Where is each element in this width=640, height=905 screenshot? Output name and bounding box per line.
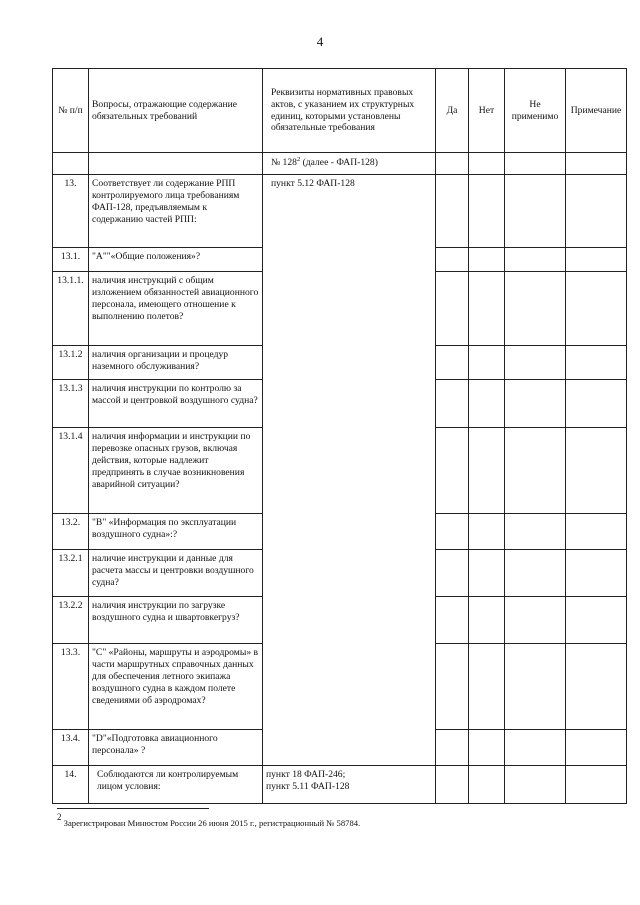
note-cell[interactable] <box>566 346 627 380</box>
section-row <box>53 153 627 175</box>
row-number: 14. <box>53 766 89 804</box>
na-cell[interactable] <box>505 428 566 514</box>
row-question: наличия инструкции по контролю за массой и центровкой воздушного судна? <box>89 380 263 428</box>
no-cell[interactable] <box>469 730 505 766</box>
yes-cell[interactable] <box>436 644 469 730</box>
no-cell[interactable] <box>469 428 505 514</box>
header-note: Примечание <box>566 69 627 153</box>
no-cell[interactable] <box>469 597 505 644</box>
yes-cell[interactable] <box>436 730 469 766</box>
row-question: наличия инструкции по загрузке воздушного судна и швартовкегруз? <box>89 597 263 644</box>
note-cell[interactable] <box>566 175 627 248</box>
na-cell[interactable] <box>505 644 566 730</box>
header-question: Вопросы, отражающие содержание обязательных требований <box>89 69 263 153</box>
no-cell[interactable] <box>469 272 505 346</box>
row-question: наличия инструкций с общим изложением обязанностей авиационного персонала, имеющего отношение к выполнению полетов? <box>89 272 263 346</box>
na-cell[interactable] <box>505 248 566 272</box>
na-cell[interactable] <box>505 597 566 644</box>
note-cell[interactable] <box>566 272 627 346</box>
no-cell[interactable] <box>469 380 505 428</box>
header-row <box>53 69 627 153</box>
footnote: $^2$ Зарегистрирован Минюстом России 26 июня 2015 г., регистрационный № 58784. <box>57 812 361 828</box>
yes-cell[interactable] <box>436 428 469 514</box>
note-cell[interactable] <box>566 730 627 766</box>
note-cell[interactable] <box>566 644 627 730</box>
na-cell[interactable] <box>505 380 566 428</box>
na-cell[interactable] <box>505 514 566 550</box>
yes-cell[interactable] <box>436 766 469 804</box>
no-cell[interactable] <box>469 248 505 272</box>
note-cell[interactable] <box>566 514 627 550</box>
yes-cell[interactable] <box>436 380 469 428</box>
row-number: 13.2.1 <box>53 550 89 597</box>
row-requisites: пункт 18 ФАП-246; пункт 5.11 ФАП-128 <box>263 766 436 804</box>
yes-cell[interactable] <box>436 550 469 597</box>
yes-cell[interactable] <box>436 514 469 550</box>
row-question: "D"«Подготовка авиационного персонала» ? <box>89 730 263 766</box>
requirements-table <box>52 68 627 804</box>
no-cell[interactable] <box>469 175 505 248</box>
header-yes: Да <box>436 69 469 153</box>
no-cell[interactable] <box>469 346 505 380</box>
row-number: 13. <box>53 175 89 248</box>
no-cell[interactable] <box>469 550 505 597</box>
table-row <box>53 766 627 804</box>
table-row <box>53 175 627 248</box>
row-number: 13.1.3 <box>53 380 89 428</box>
yes-cell[interactable] <box>436 597 469 644</box>
row-question: "А""«Общие положения»? <box>89 248 263 272</box>
note-cell[interactable] <box>566 380 627 428</box>
row-number: 13.1.4 <box>53 428 89 514</box>
yes-cell[interactable] <box>436 272 469 346</box>
header-requisites: Реквизиты нормативных правовых актов, с указанием их структурных единиц, которыми установлены обязательные требования <box>263 69 436 153</box>
no-cell[interactable] <box>469 514 505 550</box>
no-cell[interactable] <box>469 644 505 730</box>
row-question: "В" «Информация по эксплуатации воздушного судна»:? <box>89 514 263 550</box>
na-cell[interactable] <box>505 550 566 597</box>
yes-cell[interactable] <box>436 248 469 272</box>
row-question: наличие инструкции и данные для расчета массы и центровки воздушного судна? <box>89 550 263 597</box>
row-question: Соблюдаются ли контролируемым лицом условия: <box>89 766 263 804</box>
na-cell[interactable] <box>505 766 566 804</box>
row-number: 13.2.2 <box>53 597 89 644</box>
yes-cell[interactable] <box>436 346 469 380</box>
no-cell[interactable] <box>469 766 505 804</box>
note-cell[interactable] <box>566 550 627 597</box>
yes-cell[interactable] <box>436 175 469 248</box>
row-requisites: пункт 5.12 ФАП-128 <box>263 175 436 766</box>
header-not-applicable: Не применимо <box>505 69 566 153</box>
row-question: наличия информации и инструкции по перевозке опасных грузов, включая действия, которые надлежит предпринять в случае возникновения аварийной ситуации? <box>89 428 263 514</box>
page-number: 4 <box>316 34 324 49</box>
note-cell[interactable] <box>566 428 627 514</box>
note-cell[interactable] <box>566 248 627 272</box>
row-question: Соответствует ли содержание РПП контролируемого лица требованиям ФАП-128, предъявляемым к содержанию частей РПП: <box>89 175 263 248</box>
row-number: 13.1.1. <box>53 272 89 346</box>
row-number: 13.1. <box>53 248 89 272</box>
row-number: 13.4. <box>53 730 89 766</box>
na-cell[interactable] <box>505 346 566 380</box>
header-num: № п/п <box>53 69 89 153</box>
note-cell[interactable] <box>566 597 627 644</box>
note-cell[interactable] <box>566 766 627 804</box>
na-cell[interactable] <box>505 175 566 248</box>
row-question: наличия организации и процедур наземного обслуживания? <box>89 346 263 380</box>
header-no: Нет <box>469 69 505 153</box>
na-cell[interactable] <box>505 272 566 346</box>
na-cell[interactable] <box>505 730 566 766</box>
row-number: 13.2. <box>53 514 89 550</box>
row-question: "С" «Районы, маршруты и аэродромы» в части маршрутных справочных данных для обеспечения летного экипажа воздушного судна в каждом полете сведениями об аэродромах? <box>89 644 263 730</box>
section-label: № $128^2$ (далее - ФАП-128) <box>263 153 436 175</box>
row-number: 13.1.2 <box>53 346 89 380</box>
footnote-divider <box>57 808 209 809</box>
row-number: 13.3. <box>53 644 89 730</box>
